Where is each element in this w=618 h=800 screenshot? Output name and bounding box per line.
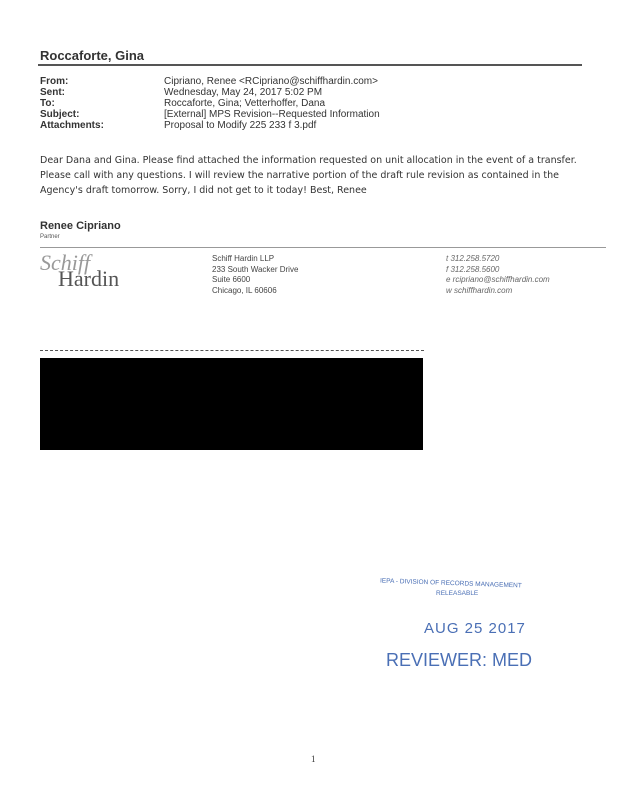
sent-label: Sent: <box>40 87 65 98</box>
firm-address <box>212 254 298 296</box>
address-line: Suite 6600 <box>212 275 251 284</box>
subject-label: Subject: <box>40 109 80 120</box>
contact-info <box>446 254 550 296</box>
title-divider <box>38 64 582 66</box>
sent-value: Wednesday, May 24, 2017 5:02 PM <box>164 87 323 98</box>
subject-value: [External] MPS Revision--Requested Information <box>164 109 380 120</box>
stamp-date: AUG 25 2017 <box>424 620 526 637</box>
address-line: Chicago, IL 60606 <box>212 285 277 295</box>
document-title: Roccaforte, Gina <box>40 48 145 63</box>
stamp-reviewer: REVIEWER: MED <box>386 650 533 670</box>
phone-line: t 312.258.5720 <box>446 254 500 263</box>
email-body: Dear Dana and Gina. Please find attached the information requested on unit allocation in the event of a transfer. Please call with any questions. I will review the narrative portion of the draft rule revision as contained in the Agency's draft tomorrow. Sorry, I did not get to it today! Best, Renee <box>40 155 577 196</box>
address-line: Schiff Hardin LLP <box>212 254 275 263</box>
signature-name: Renee Cipriano <box>40 220 121 232</box>
email-link[interactable]: e rcipriano@schiffhardin.com <box>446 275 550 284</box>
redaction-block <box>40 358 423 450</box>
firm-logo-schiff: Schiff <box>40 250 91 275</box>
to-value: Roccaforte, Gina; Vetterhoffer, Dana <box>164 98 326 109</box>
to-label: To: <box>40 98 55 109</box>
dashed-divider <box>40 350 424 351</box>
signature-title: Partner <box>40 234 60 240</box>
attachments-label: Attachments: <box>40 120 104 131</box>
website-link[interactable]: w schiffhardin.com <box>446 285 513 295</box>
page-number: 1 <box>311 754 316 764</box>
signature-divider <box>40 247 606 248</box>
attachments-value: Proposal to Modify 225 233 f 3.pdf <box>164 120 317 131</box>
firm-logo-hardin: Hardin <box>58 266 120 291</box>
address-line: 233 South Wacker Drive <box>212 264 299 274</box>
from-label: From: <box>40 76 69 87</box>
stamp-division: IEPA - DIVISION OF RECORDS MANAGEMENT <box>379 577 522 590</box>
stamp-releasable: RELEASABLE <box>436 590 479 597</box>
fax-line: f 312.258.5600 <box>446 264 500 274</box>
from-value: Cipriano, Renee <RCipriano@schiffhardin.com> <box>164 76 378 87</box>
